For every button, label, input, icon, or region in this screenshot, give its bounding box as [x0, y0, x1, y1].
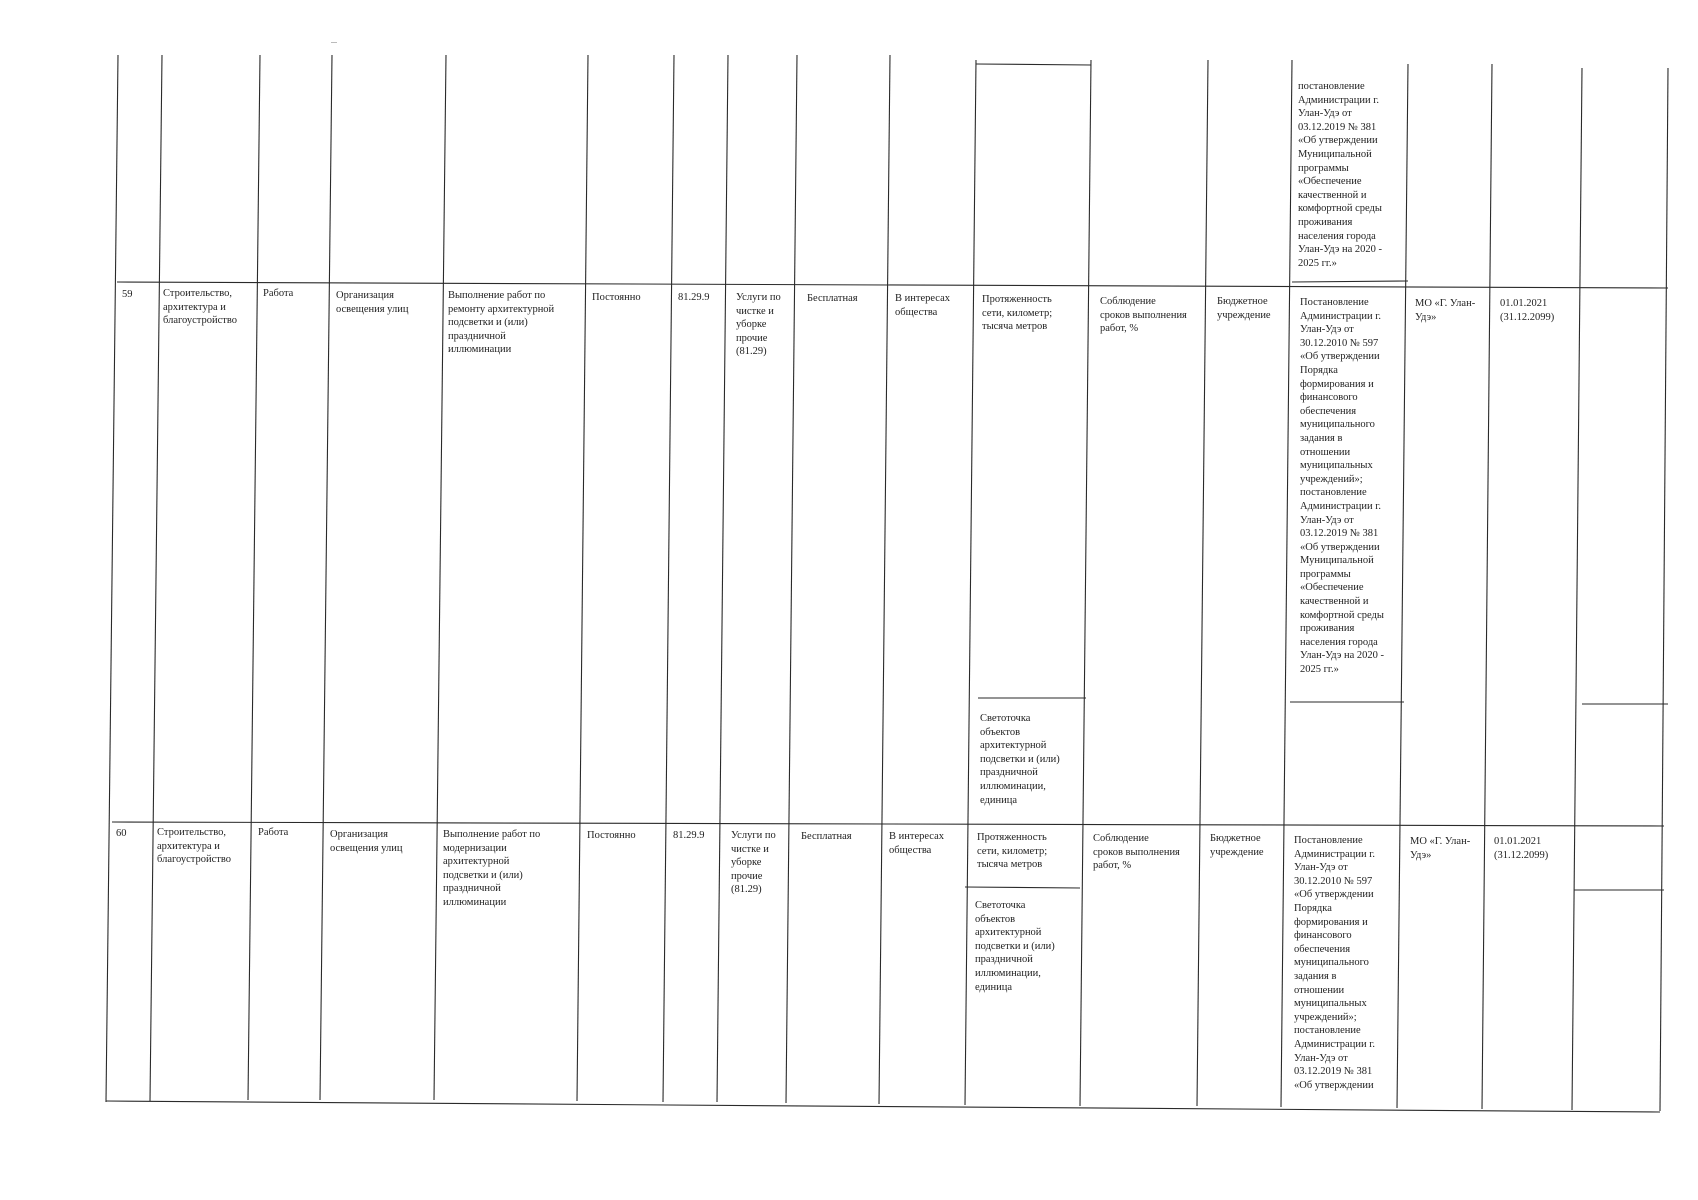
content-cell: Выполнение работ по ремонту архитектурной подсветки и (или) праздничной иллюминации — [448, 290, 555, 356]
municipality-cell: МО «Г. Улан- Удэ» — [1410, 836, 1471, 861]
okved-cell: 81.29.9 — [678, 292, 710, 303]
legal-basis-cell: Постановление Администрации г. Улан-Удэ от 30.12.2010 № 597 «Об утверждении Порядка формирования и финансового обеспечения муниципального задания в отношении муниципальных учреждений»; постановление Администрации г. Улан-Удэ от 03.12.2019 № 381 «Об утверждении — [1294, 835, 1375, 1091]
scan-artifact-mark — [331, 42, 337, 43]
payment-cell: Бесплатная — [807, 293, 858, 304]
institution-type-cell: Бюджетное учреждение — [1217, 296, 1271, 321]
indicator-quality-cell: Соблюдение сроков выполнения работ, % — [1093, 833, 1180, 872]
indicator-volume-cell: Протяженность сети, километр; тысяча метров — [982, 294, 1053, 333]
legal-basis-cell: Постановление Администрации г. Улан-Удэ от 30.12.2010 № 597 «Об утверждении Порядка формирования и финансового обеспечения муниципального задания в отношении муниципальных учреждений»; постановление Администрации г. Улан-Удэ от 03.12.2019 № 381 «Об утверждении Муниципальной программы «Обеспечение качественной и комфортной среды проживания населения города Улан-Удэ на 2020 - 2025 гг.» — [1300, 297, 1384, 676]
kind-cell: Работа — [258, 827, 289, 838]
continuation-legal-basis: постановление Администрации г. Улан-Удэ от 03.12.2019 № 381 «Об утверждении Муниципальной программы «Обеспечение качественной и комфортной среды проживания населения города Улан-Удэ на 2020 - 2025 гг.» — [1298, 81, 1382, 269]
indicator-volume-cell: Светоточка объектов архитектурной подсветки и (или) праздничной иллюминации, единица — [975, 900, 1055, 993]
sphere-cell: Строительство, архитектура и благоустройство — [157, 827, 232, 866]
name-cell: Организация освещения улиц — [336, 290, 409, 315]
payment-cell: Бесплатная — [801, 831, 852, 842]
indicator-volume-cell: Протяженность сети, километр; тысяча метров — [977, 832, 1048, 871]
consumers-cell: В интересах общества — [889, 831, 944, 856]
institution-type-cell: Бюджетное учреждение — [1210, 833, 1264, 858]
name-cell: Организация освещения улиц — [330, 829, 403, 854]
okved-name-cell: Услуги по чистке и уборке прочие (81.29) — [731, 830, 776, 896]
dates-cell: 01.01.2021 (31.12.2099) — [1494, 836, 1549, 861]
okved-cell: 81.29.9 — [673, 830, 705, 841]
indicator-quality-cell: Соблюдение сроков выполнения работ, % — [1100, 296, 1187, 335]
frequency-cell: Постоянно — [592, 292, 641, 303]
frequency-cell: Постоянно — [587, 830, 636, 841]
row-number: 60 — [116, 828, 127, 839]
kind-cell: Работа — [263, 288, 294, 299]
okved-name-cell: Услуги по чистке и уборке прочие (81.29) — [736, 292, 781, 358]
municipality-cell: МО «Г. Улан- Удэ» — [1415, 298, 1476, 323]
dates-cell: 01.01.2021 (31.12.2099) — [1500, 298, 1555, 323]
consumers-cell: В интересах общества — [895, 293, 950, 318]
row-number: 59 — [122, 289, 133, 300]
indicator-volume-cell: Светоточка объектов архитектурной подсветки и (или) праздничной иллюминации, единица — [980, 713, 1060, 806]
sphere-cell: Строительство, архитектура и благоустройство — [163, 288, 238, 327]
content-cell: Выполнение работ по модернизации архитектурной подсветки и (или) праздничной иллюминации — [443, 829, 541, 908]
